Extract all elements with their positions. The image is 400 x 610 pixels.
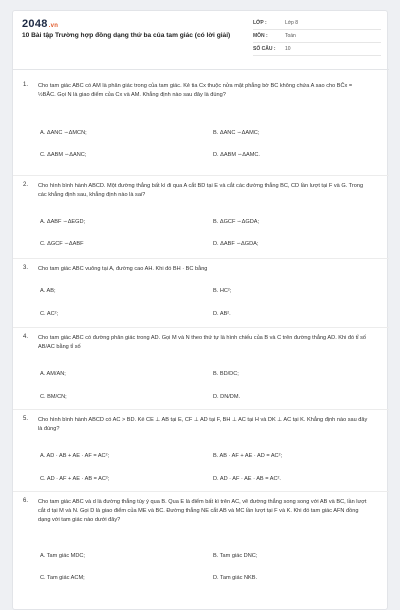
- question-divider: [13, 327, 389, 328]
- option-d[interactable]: D. ΔABF ∽ΔGDA;: [213, 241, 259, 247]
- question-number: 5.: [23, 416, 29, 422]
- meta-row-count: [253, 43, 381, 56]
- meta-key: LỚP :: [253, 20, 267, 26]
- option-b[interactable]: B. BD/DC;: [213, 371, 239, 377]
- question-divider: [13, 175, 389, 176]
- question-number: 2.: [23, 182, 29, 188]
- question-text: Cho hình bình hành ABCD. Một đường thẳng bất kì đi qua A cắt BD tại E và cắt các đường thẳng BC, CD lần lượt tại F và G. Trong các khẳng định sau, khẳng định nào là sai?: [38, 183, 364, 199]
- option-a[interactable]: A. AM/AN;: [40, 371, 66, 377]
- meta-value: Toán: [285, 33, 296, 39]
- option-b[interactable]: B. ΔANC ∽ΔAMC;: [213, 130, 260, 136]
- meta-value: 10: [285, 46, 291, 52]
- question-number: 4.: [23, 334, 29, 340]
- option-b[interactable]: B. Tam giác DNC;: [213, 553, 258, 559]
- option-b[interactable]: B. HC²;: [213, 288, 232, 294]
- document-header: [13, 11, 389, 65]
- option-b[interactable]: B. ΔGCF ∽ΔGDA;: [213, 219, 260, 225]
- question-divider: [13, 409, 389, 410]
- meta-key: MÔN :: [253, 33, 268, 39]
- option-c[interactable]: C. AD · AF + AE · AB = AC²;: [40, 476, 110, 482]
- question-text: Cho tam giác ABC có đường phân giác trong AD. Gọi M và N theo thứ tự là hình chiếu của B và C trên đường thẳng AD. Khi đó tỉ số AB/AC bằng tỉ số: [38, 335, 366, 351]
- question-divider: [13, 491, 389, 492]
- header-divider: [13, 69, 389, 70]
- option-c[interactable]: C. AC²;: [40, 311, 59, 317]
- option-a[interactable]: A. Tam giác MDC;: [40, 553, 85, 559]
- document-title: 10 Bài tập Trường hợp đồng dạng thứ ba của tam giác (có lời giải): [22, 32, 231, 39]
- option-d[interactable]: D. AD · AF · AE · AB = AC².: [213, 476, 281, 482]
- question-text: Cho tam giác ABC vuông tại A, đường cao AH. Khi đó BH · BC bằng: [38, 266, 208, 272]
- option-d[interactable]: D. ΔABM ∽ΔAMC.: [213, 152, 260, 158]
- option-a[interactable]: A. AD · AB + AE · AF = AC²;: [40, 453, 110, 459]
- option-a[interactable]: A. ΔANC ∽ΔMCN;: [40, 130, 87, 136]
- option-c[interactable]: C. Tam giác ACM;: [40, 575, 85, 581]
- option-c[interactable]: C. ΔABM ∽ΔANC;: [40, 152, 87, 158]
- option-d[interactable]: D. Tam giác NKB.: [213, 575, 258, 581]
- question-text: Cho tam giác ABC có AM là phân giác trong của tam giác. Kẻ tia Cx thuộc nửa mặt phẳng bờ BC không chứa A sao cho BĈx = ½BÂC. Gọi N là giao điểm của Cx và AM. Khẳng định nào sau đây là đúng?: [38, 83, 353, 99]
- document-page: [12, 10, 388, 610]
- meta-table: [253, 17, 381, 56]
- question-number: 1.: [23, 82, 29, 88]
- logo-text: 2048: [22, 18, 48, 30]
- question-text: Cho tam giác ABC và d là đường thẳng tùy ý qua B. Qua E là điểm bất kì trên AC, vẽ đường thẳng song song với AB và BC, lần lượt cắt d tại M và N. Gọi D là giao điểm của ME và BC. Đường thẳng NE cắt AB và MC lần lượt tại F và K. Khi đó tam giác AFN đồng dạng với tam giác nào dưới đây?: [38, 499, 367, 524]
- question-number: 6.: [23, 498, 29, 504]
- option-d[interactable]: D. DN/DM.: [213, 394, 241, 400]
- logo-suffix: .vn: [48, 23, 59, 29]
- site-logo[interactable]: [22, 18, 58, 30]
- option-c[interactable]: C. BM/CN;: [40, 394, 67, 400]
- meta-row-class: [253, 17, 381, 30]
- question-divider: [13, 258, 389, 259]
- option-a[interactable]: A. ΔABF ∽ΔEGD;: [40, 219, 86, 225]
- option-b[interactable]: B. AB · AF + AE · AD = AC²;: [213, 453, 283, 459]
- meta-value: Lớp 8: [285, 20, 299, 26]
- option-d[interactable]: D. AB².: [213, 311, 231, 317]
- question-text: Cho hình bình hành ABCD có AC > BD. Kẻ CE ⊥ AB tại E, CF ⊥ AD tại F, BH ⊥ AC tại H và DK ⊥ AC tại K. Khẳng định nào sau đây là đúng?: [38, 417, 368, 433]
- meta-key: SỐ CÂU :: [253, 46, 276, 52]
- question-number: 3.: [23, 265, 29, 271]
- meta-row-subject: [253, 30, 381, 43]
- option-a[interactable]: A. AB;: [40, 288, 56, 294]
- option-c[interactable]: C. ΔGCF ∽ΔABF: [40, 241, 84, 247]
